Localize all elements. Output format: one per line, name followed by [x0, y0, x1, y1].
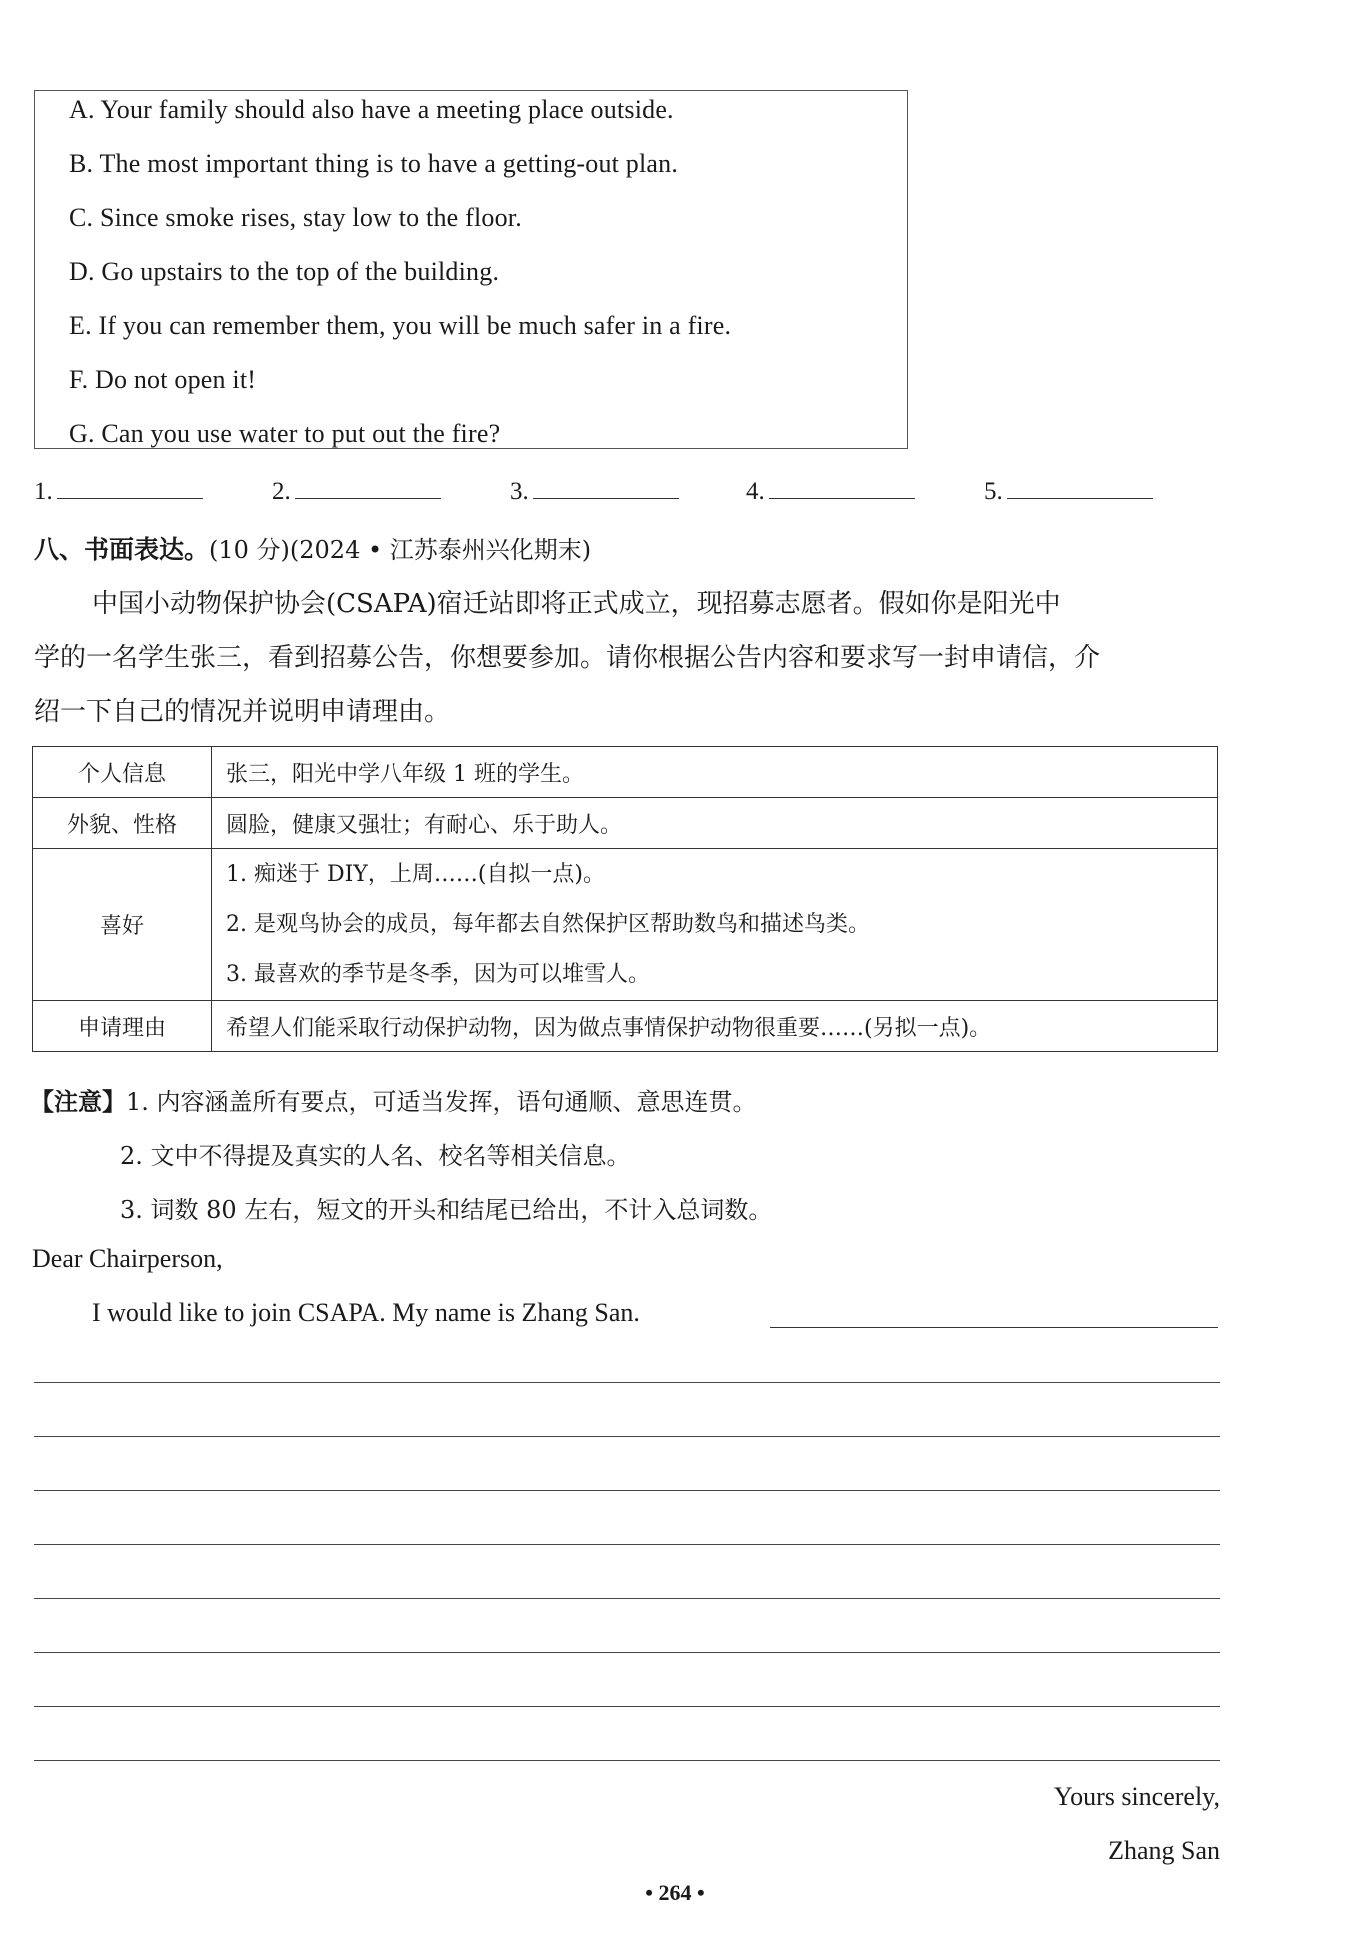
answer-blank-5[interactable]	[984, 478, 1153, 506]
note-item-2: 2. 文中不得提及真实的人名、校名等相关信息。	[120, 1142, 631, 1170]
table-value-appearance: 圆脸，健康又强壮；有耐心、乐于助人。	[212, 798, 1218, 849]
option-f: F. Do not open it!	[69, 365, 257, 394]
option-b: B. The most important thing is to have a getting-out plan.	[69, 149, 679, 178]
table-row	[33, 798, 1218, 849]
option-a: A. Your family should also have a meeting place outside.	[69, 95, 674, 124]
table-value-personal: 张三，阳光中学八年级 1 班的学生。	[212, 747, 1218, 798]
answer-line	[769, 497, 915, 499]
answer-number: 3.	[510, 478, 529, 505]
answer-number: 4.	[746, 478, 765, 505]
writing-line[interactable]	[34, 1652, 1220, 1653]
option-g: G. Can you use water to put out the fire?	[69, 419, 501, 448]
writing-line[interactable]	[34, 1382, 1220, 1383]
info-table	[32, 746, 1218, 1052]
writing-line[interactable]	[34, 1760, 1220, 1761]
section-meta: (10 分)(2024 • 江苏泰州兴化期末)	[209, 536, 592, 564]
writing-line[interactable]	[34, 1436, 1220, 1437]
answer-number: 1.	[34, 478, 53, 505]
table-row	[33, 747, 1218, 798]
option-e: E. If you can remember them, you will be much safer in a fire.	[69, 311, 732, 340]
table-label-reason: 申请理由	[33, 1001, 212, 1052]
answer-blank-3[interactable]	[510, 478, 679, 506]
table-label-appearance: 外貌、性格	[33, 798, 212, 849]
answer-line	[57, 497, 203, 499]
option-d: D. Go upstairs to the top of the building.	[69, 257, 500, 286]
table-row	[33, 1001, 1218, 1052]
writing-line[interactable]	[34, 1544, 1220, 1545]
letter-closing: Yours sincerely,	[1053, 1782, 1220, 1811]
answer-line	[1007, 497, 1153, 499]
writing-blank-inline[interactable]	[770, 1327, 1218, 1328]
section-title: 八、书面表达。	[34, 535, 210, 564]
option-c: C. Since smoke rises, stay low to the floor.	[69, 203, 522, 232]
answer-number: 5.	[984, 478, 1003, 505]
table-row	[33, 849, 1218, 1001]
answer-blank-2[interactable]	[272, 478, 441, 506]
note-1	[30, 1082, 757, 1117]
page-number: • 264 •	[645, 1880, 705, 1905]
options-box	[34, 90, 908, 449]
writing-line[interactable]	[34, 1706, 1220, 1707]
note-heading: 【注意】	[30, 1088, 126, 1116]
table-value-reason: 希望人们能采取行动保护动物，因为做点事情保护动物很重要……(另拟一点)。	[212, 1001, 1218, 1052]
section-heading	[34, 530, 591, 566]
hobby-item-2: 2. 是观鸟协会的成员，每年都去自然保护区帮助数鸟和描述鸟类。	[226, 911, 870, 937]
table-label-personal: 个人信息	[33, 747, 212, 798]
answer-row	[0, 478, 1350, 514]
letter-signature: Zhang San	[1108, 1836, 1220, 1865]
writing-line[interactable]	[34, 1490, 1220, 1491]
answer-line	[533, 497, 679, 499]
prompt-line-3: 绍一下自己的情况并说明申请理由。	[34, 697, 451, 727]
prompt-line-2: 学的一名学生张三，看到招募公告，你想要参加。请你根据公告内容和要求写一封申请信，介	[34, 643, 1101, 673]
answer-number: 2.	[272, 478, 291, 505]
note-item-3: 3. 词数 80 左右，短文的开头和结尾已给出，不计入总词数。	[120, 1196, 773, 1224]
table-value-hobby	[212, 849, 1218, 1001]
answer-blank-4[interactable]	[746, 478, 915, 506]
letter-opening: I would like to join CSAPA. My name is Zhang San.	[92, 1298, 640, 1327]
writing-line[interactable]	[34, 1598, 1220, 1599]
hobby-item-3: 3. 最喜欢的季节是冬季，因为可以堆雪人。	[226, 961, 650, 987]
prompt-line-1: 中国小动物保护协会(CSAPA)宿迁站即将正式成立，现招募志愿者。假如你是阳光中	[92, 589, 1061, 619]
letter-salutation: Dear Chairperson,	[32, 1244, 223, 1273]
answer-blank-1[interactable]	[34, 478, 203, 506]
note-item-1: 1. 内容涵盖所有要点，可适当发挥，语句通顺、意思连贯。	[126, 1088, 757, 1116]
answer-line	[295, 497, 441, 499]
table-label-hobby: 喜好	[33, 849, 212, 1001]
hobby-item-1: 1. 痴迷于 DIY，上周……(自拟一点)。	[226, 861, 605, 887]
